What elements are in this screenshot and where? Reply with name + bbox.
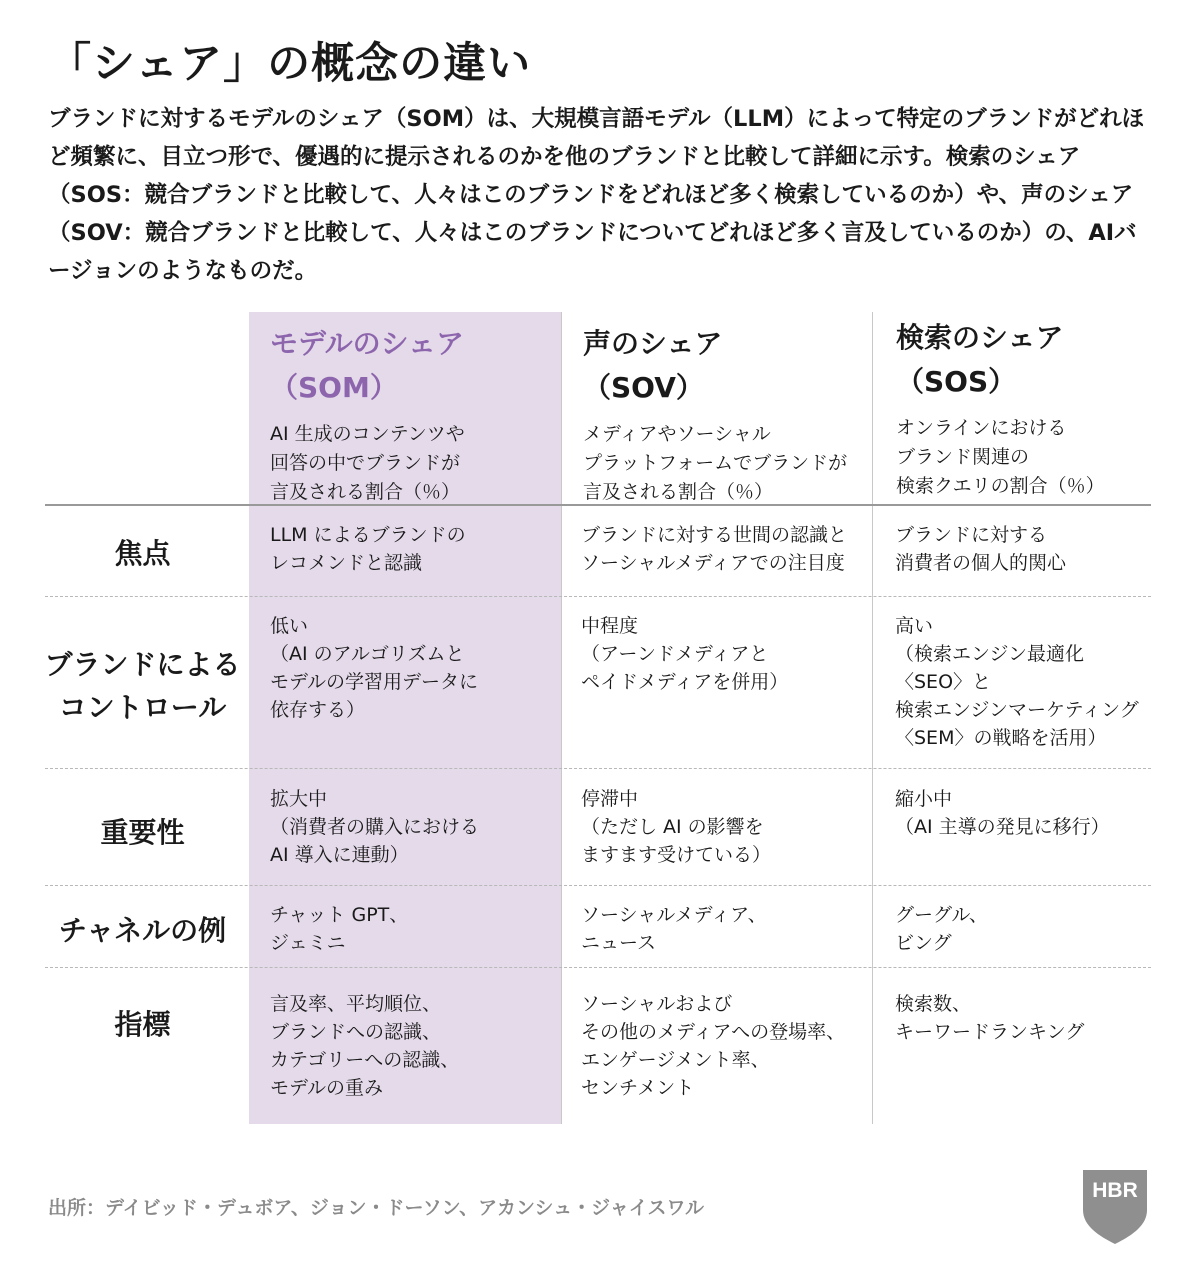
column-title: 声のシェア: [583, 327, 723, 360]
table-cell: 検索数、 キーワードランキング: [895, 993, 1085, 1043]
column-header-som: [270, 322, 560, 507]
table-cell: 言及率、平均順位、 ブランドへの認識、 カテゴリーへの認識、 モデルの重み: [270, 993, 460, 1099]
table-cell: ソーシャルメディア、 ニュース: [581, 904, 767, 954]
table-cell: 低い （AI のアルゴリズムと モデルの学習用データに 依存する）: [270, 615, 479, 721]
column-header-sos: [896, 316, 1186, 501]
table-cell: ブランドに対する世間の認識と ソーシャルメディアでの注目度: [581, 524, 848, 574]
intro-paragraph: ブランドに対するモデルのシェア（SOM）は、大規模言語モデル（LLM）によって特定のブランドがどれほど頻繁に、目立つ形で、優遇的に提示されるのかを他のブランドと比較して詳細に示す。検索のシェア（SOS：競合ブランドと比較して、人々はこのブランドをどれほど多く検索しているのか）や、声のシェア（SOV：競合ブランドと比較して、人々はこのブランドについてどれほど多く言及しているのか）の、AIバージョンのようなものだ。: [48, 106, 1145, 284]
table-cell: 縮小中 （AI 主導の発見に移行）: [895, 788, 1110, 838]
row-label-metrics: 指標: [114, 1008, 171, 1041]
table-cell: 高い （検索エンジン最適化 〈SEO〉と 検索エンジンマーケティング 〈SEM〉の戦略を活用）: [895, 615, 1139, 749]
row-divider: [45, 768, 1151, 769]
row-divider: [45, 596, 1151, 597]
table-cell: 拡大中 （消費者の購入における AI 導入に連動）: [270, 788, 480, 866]
table-cell: チャット GPT、 ジェミニ: [270, 904, 409, 954]
column-description: オンラインにおける ブランド関連の 検索クエリの割合（％）: [896, 417, 1105, 497]
hbr-logo: [1083, 1170, 1147, 1244]
page-title: 「シェア」の概念の違い: [48, 39, 532, 89]
row-label-channel-examples: チャネルの例: [58, 914, 227, 947]
column-divider: [561, 312, 562, 1124]
column-header-sov: [583, 322, 873, 507]
row-label-importance: 重要性: [100, 816, 185, 849]
row-divider: [45, 967, 1151, 968]
table-cell: ブランドに対する 消費者の個人的関心: [895, 524, 1067, 574]
column-title: 検索のシェア: [896, 321, 1064, 354]
column-description: メディアやソーシャル プラットフォームでブランドが 言及される割合（％）: [583, 423, 848, 503]
table-cell: グーグル、 ビング: [895, 904, 988, 954]
table-cell: ソーシャルおよび その他のメディアへの登場率、 エンゲージメント率、 センチメント: [581, 993, 846, 1099]
table-cell: 停滞中 （ただし AI の影響を ますます受けている）: [581, 788, 772, 866]
column-title: モデルのシェア: [270, 327, 465, 360]
row-label-brand-control: ブランドによる コントロール: [44, 648, 241, 724]
row-label-focus: 焦点: [114, 537, 171, 570]
table-cell: 中程度 （アーンドメディアと ペイドメディアを併用）: [581, 615, 789, 693]
column-title-abbrev: （SOS）: [896, 365, 1017, 398]
row-divider: [45, 885, 1151, 886]
source-note: 出所：デイビッド・デュボア、ジョン・ドーソン、アカンシュ・ジャイスワル: [48, 1197, 704, 1219]
table-cell: LLM によるブランドの レコメンドと認識: [270, 524, 466, 574]
hbr-logo-text: HBR: [1092, 1179, 1138, 1202]
column-title-abbrev: （SOV）: [583, 371, 704, 404]
column-title-abbrev: （SOM）: [270, 371, 398, 404]
column-description: AI 生成のコンテンツや 回答の中でブランドが 言及される割合（％）: [270, 423, 465, 503]
